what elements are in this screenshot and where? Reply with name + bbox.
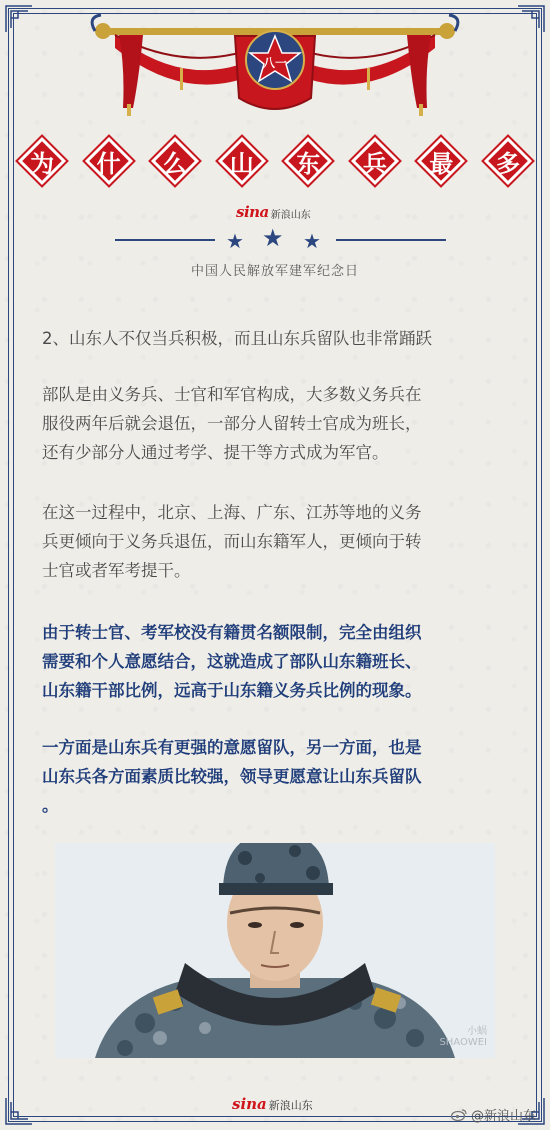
text-line: 需要和个人意愿结合，这就造成了部队山东籍班长、	[42, 652, 422, 671]
watermark-cn: 小蜗	[467, 1026, 487, 1037]
weibo-icon	[451, 1108, 467, 1121]
title-char-tile	[419, 139, 463, 183]
star-divider	[0, 224, 550, 253]
drape-banner	[85, 8, 465, 120]
weibo-handle[interactable]	[451, 1105, 536, 1124]
paragraph	[42, 498, 512, 585]
title-char: 为	[30, 149, 54, 178]
text-line: 一方面是山东兵有更强的意愿留队，另一方面，也是	[42, 738, 422, 757]
soldier-drawing	[55, 843, 495, 1058]
title-row	[18, 128, 532, 194]
title-char-tile	[153, 139, 197, 183]
watermark-en: SHAOWEI	[439, 1037, 487, 1048]
title-char: 什	[96, 149, 121, 178]
title-char: 山	[229, 149, 254, 178]
paragraph	[42, 380, 512, 467]
text-line: 部队是由义务兵、士官和军官构成，大多数义务兵在	[42, 385, 422, 404]
sina-logo	[236, 205, 311, 221]
subtitle: 中国人民解放军建军纪念日	[190, 264, 359, 279]
footer-sina-logo	[232, 1095, 313, 1113]
divider-line	[115, 239, 215, 241]
text-line: 山东兵各方面素质比较强，领导更愿意让山东兵留队	[42, 767, 422, 786]
title-char-tile	[87, 139, 131, 183]
text-line: 服役两年后就会退伍，一部分人留转士官成为班长，	[42, 414, 422, 433]
star-icon: ★	[262, 224, 284, 252]
title-char-tile	[20, 139, 64, 183]
title-char-tile	[353, 139, 397, 183]
text-line: 2、山东人不仅当兵积极，而且山东兵留队也非常踊跃	[42, 329, 432, 348]
title-char-tile	[486, 139, 530, 183]
paragraph	[42, 324, 512, 353]
star-icon: ★	[303, 229, 321, 253]
text-line: 还有少部分人通过考学、提干等方式成为军官。	[42, 443, 389, 462]
title-char: 最	[429, 149, 454, 178]
title-char: 多	[495, 149, 520, 178]
weibo-handle-text: @新浪山东	[470, 1109, 536, 1124]
sina-wordmark: sina	[232, 1095, 267, 1113]
soldier-illustration	[55, 843, 495, 1058]
text-line: 。	[42, 796, 59, 815]
title-char: 兵	[362, 149, 387, 178]
corner-ornament	[4, 4, 34, 34]
text-line: 兵更倾向于义务兵退伍，而山东籍军人，更倾向于转	[42, 532, 422, 551]
paragraph-emphasis	[42, 733, 512, 820]
corner-ornament	[4, 1096, 34, 1126]
text-line: 士官或者军考提干。	[42, 561, 191, 580]
brand-name: 新浪山东	[268, 1099, 313, 1112]
text-line: 在这一过程中，北京、上海、广东、江苏等地的义务	[42, 503, 422, 522]
badge-numeral: 八一	[262, 56, 288, 70]
text-line: 山东籍干部比例，远高于山东籍义务兵比例的现象。	[42, 681, 422, 700]
title-char-tile	[286, 139, 330, 183]
paragraph-emphasis	[42, 618, 512, 705]
title-char: 东	[296, 149, 321, 178]
brand-name: 新浪山东	[270, 210, 311, 221]
corner-ornament	[516, 4, 546, 34]
title-char: 么	[163, 149, 188, 178]
illustration-watermark	[439, 1022, 487, 1048]
star-icon: ★	[226, 229, 244, 253]
sina-wordmark: sina	[236, 203, 269, 221]
divider-line	[336, 239, 446, 241]
title-char-tile	[220, 139, 264, 183]
text-line: 由于转士官、考军校没有籍贯名额限制，完全由组织	[42, 623, 422, 642]
